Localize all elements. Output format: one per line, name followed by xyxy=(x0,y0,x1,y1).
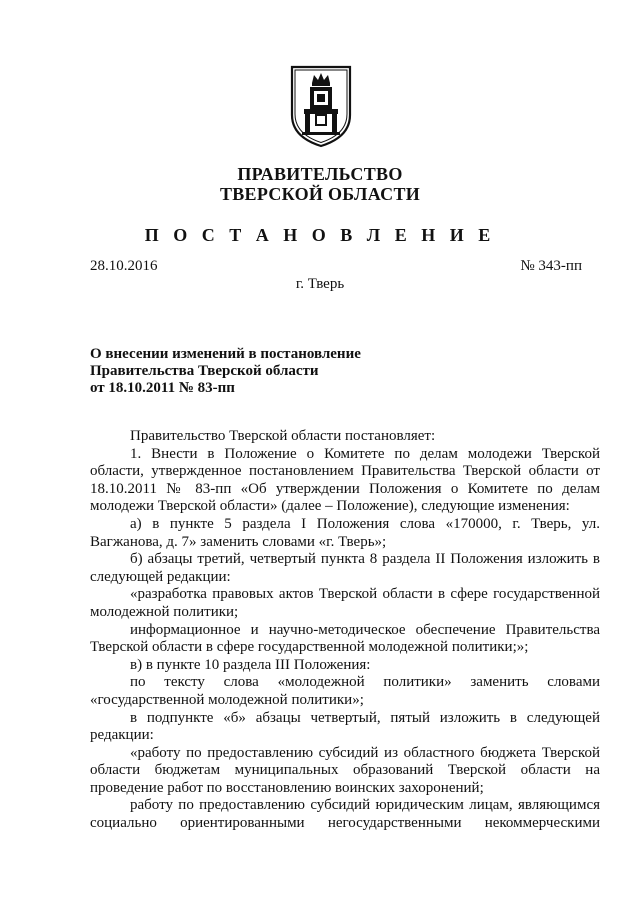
subject-line: от 18.10.2011 № 83-пп xyxy=(90,380,235,396)
body-paragraph: 1. Внести в Положение о Комитете по делам молодежи Тверской области, утвержденное постановлением Правительства Тверской области от 18.10.2011 № 83-пп «Об утверждении Положения о Комитете по делам молодежи Тверской области» (далее – Положение), следующие изменения: xyxy=(90,445,600,515)
tver-coat-of-arms-icon xyxy=(290,63,352,148)
body-paragraph: работу по предоставлению субсидий юридическим лицам, являющимся социально ориентированными негосударственными некоммерческими xyxy=(90,797,600,832)
document-type-title: П О С Т А Н О В Л Е Н И Е xyxy=(144,225,496,245)
body-paragraph: в подпункте «б» абзацы четвертый, пятый изложить в следующей редакции: xyxy=(90,709,600,744)
document-city: г. Тверь xyxy=(295,276,345,292)
body-paragraph: а) в пункте 5 раздела I Положения слова «170000, г. Тверь, ул. Вагжанова, д. 7» заменить словами «г. Тверь»; xyxy=(90,515,600,550)
body-paragraph: в) в пункте 10 раздела III Положения: xyxy=(130,656,371,673)
body-paragraph: по тексту слова «молодежной политики» заменить словами «государственной молодежной политики»; xyxy=(90,674,600,708)
document-number: № 343-пп xyxy=(520,258,582,274)
document-subject xyxy=(90,346,490,397)
body-paragraph: б) абзацы третий, четвертый пункта 8 раздела II Положения изложить в следующей редакции: xyxy=(90,551,600,585)
government-name-line1: ПРАВИТЕЛЬСТВО xyxy=(237,164,403,184)
document-body xyxy=(90,428,600,833)
government-name-line2: ТВЕРСКОЙ ОБЛАСТИ xyxy=(219,184,421,204)
body-paragraph: Правительство Тверской области постановляет: xyxy=(130,428,436,444)
subject-line: О внесении изменений в постановление xyxy=(90,346,361,362)
body-paragraph: информационное и научно-методическое обеспечение Правительства Тверской области в сфере государственной молодежной политики;»; xyxy=(90,621,600,656)
body-paragraph: «разработка правовых актов Тверской области в сфере государственной молодежной политики; xyxy=(90,586,600,620)
subject-line: Правительства Тверской области xyxy=(90,363,319,379)
document-date: 28.10.2016 xyxy=(90,258,158,274)
body-paragraph: «работу по предоставлению субсидий из областного бюджета Тверской области бюджетам муниципальных образований Тверской области на проведение работ по восстановлению воинских захоронений; xyxy=(90,744,600,796)
